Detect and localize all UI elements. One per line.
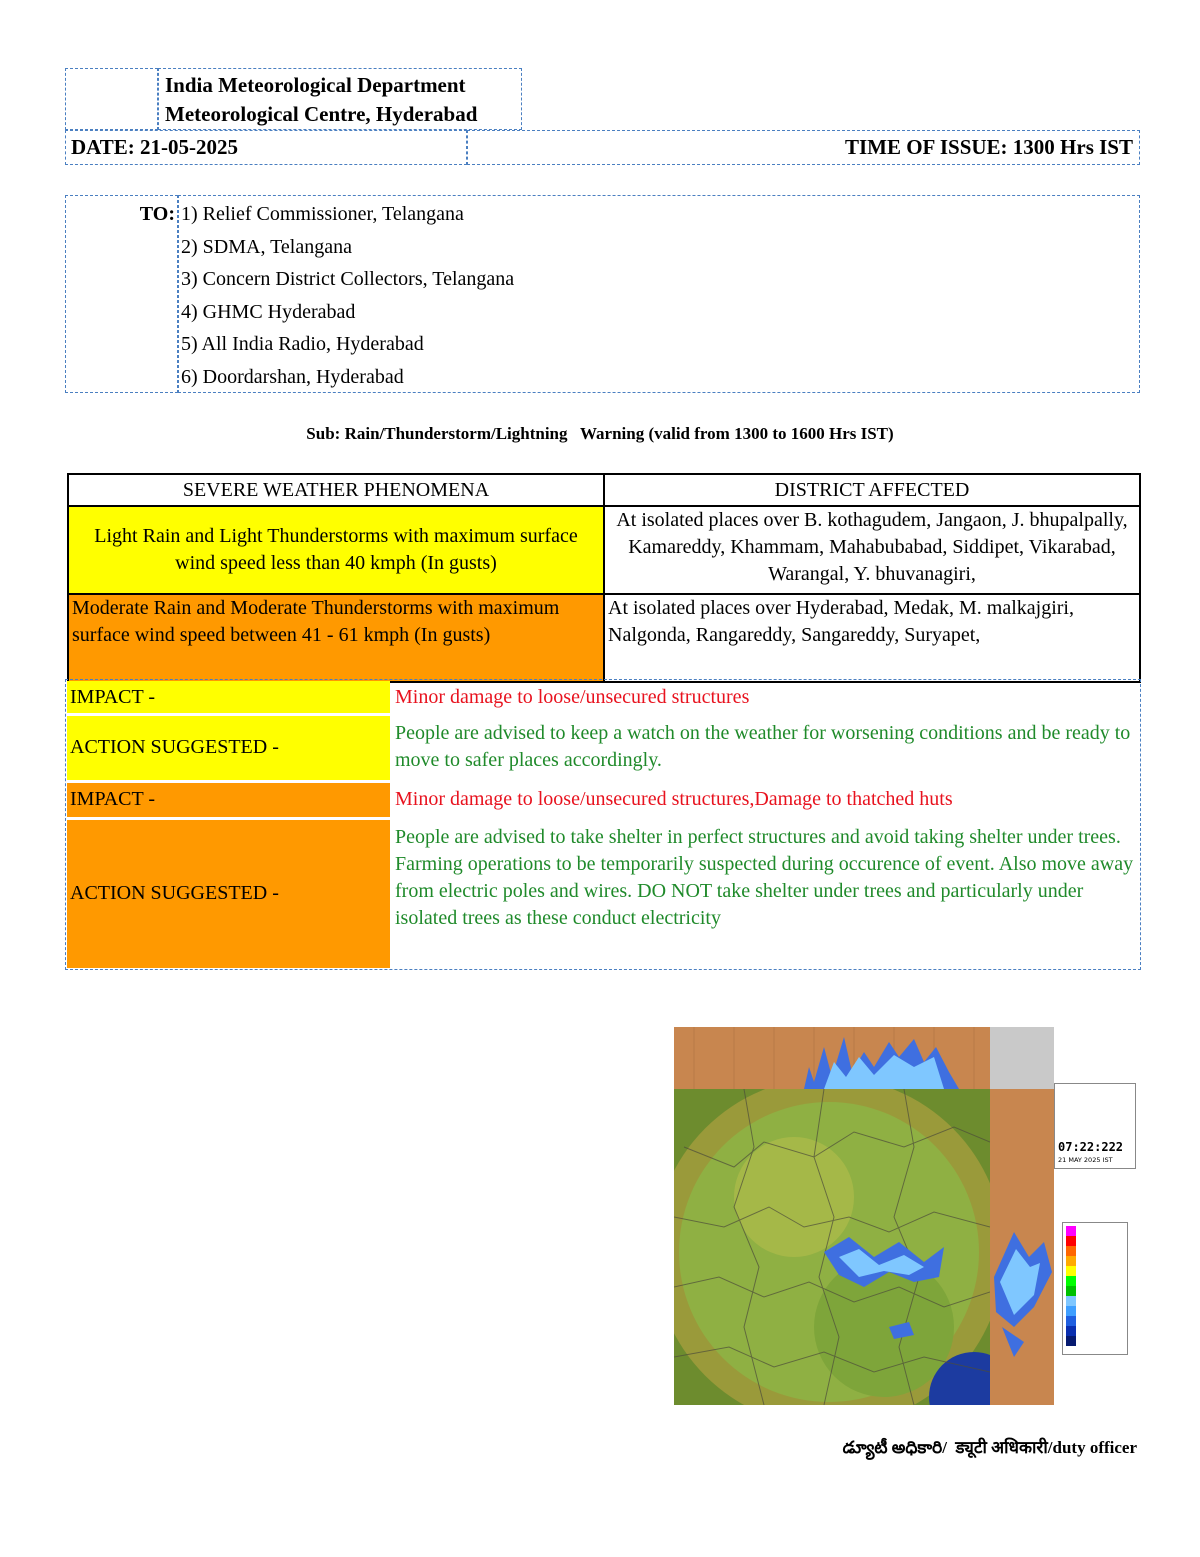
time-of-issue: TIME OF ISSUE: 1300 Hrs IST: [844, 135, 1133, 159]
radar-time: 07:22:222: [1058, 1140, 1124, 1154]
phenomena-text: Light Rain and Light Thunderstorms with maximum surface wind speed less than 40 kmph (In gusts): [94, 525, 578, 574]
header-left-cell: [65, 68, 158, 130]
duty-officer-signature: డ్యూటీ అధికారి/ ड्यूटी अधिकारी/duty officer: [842, 1438, 1137, 1457]
color-scale-graphic: [1063, 1223, 1129, 1356]
subject-line: Sub: Rain/Thunderstorm/Lightning Warning (valid from 1300 to 1600 Hrs IST): [306, 424, 894, 443]
phenomena-text: Moderate Rain and Moderate Thunderstorms with maximum surface wind speed between 41 - 61 kmph (In gusts): [72, 597, 560, 646]
recipient-item: 4) GHMC Hyderabad: [181, 300, 356, 323]
warning-table: [67, 473, 1141, 683]
recipient-item: 1) Relief Commissioner, Telangana: [181, 203, 464, 225]
recipient-item: 6) Doordarshan, Hyderabad: [181, 365, 404, 388]
action-label: ACTION SUGGESTED -: [67, 716, 390, 780]
impact-label: IMPACT -: [67, 783, 390, 817]
org-name: India Meteorological Department: [165, 73, 466, 97]
to-label: TO:: [139, 203, 175, 225]
radar-date: 21 MAY 2025 IST: [1058, 1156, 1113, 1164]
impact-text: Minor damage to loose/unsecured structures,Damage to thatched huts: [395, 788, 953, 810]
action-text: People are advised to keep a watch on the weather for worsening conditions and be ready to move to safer places accordingly.: [395, 722, 1131, 771]
table-row: [68, 594, 1140, 682]
to-label-cell: [65, 195, 178, 393]
districts-cell: [604, 506, 1140, 594]
header-phenomena: SEVERE WEATHER PHENOMENA: [68, 474, 604, 506]
radar-graphic: [674, 1027, 1054, 1405]
action-text: People are advised to take shelter in perfect structures and avoid taking shelter under trees. Farming operations to be temporarily suspected during occurence of event. Also move away from electric poles and wires. DO NOT take shelter under trees and particularly under isolated trees as these conduct electricity: [395, 826, 1134, 929]
radar-color-scale: [1062, 1222, 1128, 1355]
recipients-list: [178, 195, 1140, 393]
action-label: ACTION SUGGESTED -: [67, 820, 390, 968]
date-cell: [65, 130, 467, 165]
header-districts: DISTRICT AFFECTED: [604, 474, 1140, 506]
impact-label: IMPACT -: [67, 681, 390, 713]
phenomena-cell: [68, 506, 604, 594]
districts-cell: [604, 594, 1140, 682]
issue-date: DATE: 21-05-2025: [71, 135, 239, 159]
org-box: [158, 68, 522, 130]
table-row: [68, 506, 1140, 594]
districts-text: At isolated places over Hyderabad, Medak, M. malkajgiri, Nalgonda, Rangareddy, Sangareddy, Suryapet,: [608, 597, 1074, 646]
table-header-row: [68, 474, 1140, 506]
phenomena-cell: [68, 594, 604, 682]
time-cell: [467, 130, 1140, 165]
recipient-item: 2) SDMA, Telangana: [181, 235, 352, 258]
recipient-item: 3) Concern District Collectors, Telangana: [181, 268, 515, 290]
radar-image: [674, 1027, 1054, 1405]
recipient-item: 5) All India Radio, Hyderabad: [181, 333, 424, 355]
centre-name: Meteorological Centre, Hyderabad: [165, 102, 478, 126]
districts-text: At isolated places over B. kothagudem, Jangaon, J. bhupalpally, Kamareddy, Khammam, Mahabubabad, Siddipet, Vikarabad, Warangal, Y. bhuvanagiri,: [616, 509, 1128, 585]
radar-info-panel: [1054, 1083, 1136, 1169]
impact-text: Minor damage to loose/unsecured structures: [395, 686, 750, 708]
